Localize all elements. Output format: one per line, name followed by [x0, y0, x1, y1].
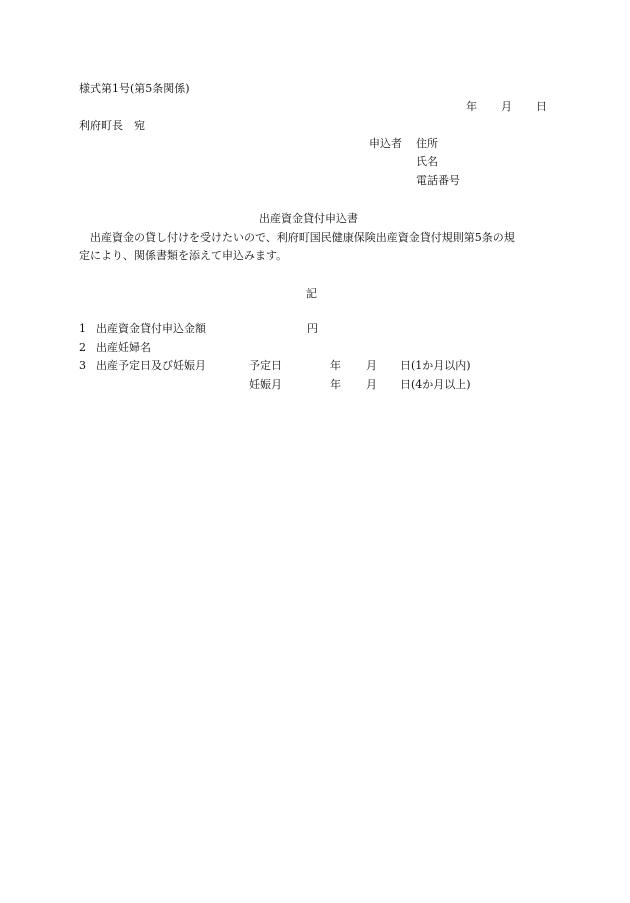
preg-day: 日(4か月以上): [400, 378, 471, 391]
body-line-2: 定により、関係書類を添えて申込みます。: [79, 249, 288, 262]
form-number: 様式第1号(第5条関係): [79, 82, 190, 95]
date-year: 年: [466, 100, 477, 113]
due-year: 年: [330, 359, 341, 372]
body-line-1: 出産資金の貸し付けを受けたいので、利府町国民健康保険出産資金貸付規則第5条の規: [79, 231, 515, 244]
item2-label: 出産妊婦名: [96, 341, 151, 354]
due-day: 日(1か月以内): [400, 359, 471, 372]
item1-number: 1: [79, 322, 86, 335]
applicant-label: 申込者: [369, 137, 402, 150]
preg-year: 年: [330, 378, 341, 391]
item2-number: 2: [79, 341, 86, 354]
date-day: 日: [536, 100, 547, 113]
date-month: 月: [501, 100, 512, 113]
preg-month: 月: [366, 378, 377, 391]
item1-label: 出産資金貸付申込金額: [96, 322, 206, 335]
name-label: 氏名: [416, 155, 438, 168]
due-month: 月: [366, 359, 377, 372]
ki-heading: 記: [306, 287, 317, 300]
item1-unit: 円: [307, 322, 318, 335]
item3-label: 出産予定日及び妊娠月: [96, 359, 206, 372]
document-title: 出産資金貸付申込書: [259, 212, 358, 225]
item3-number: 3: [79, 359, 86, 372]
address-label: 住所: [416, 137, 438, 150]
due-date-label: 予定日: [249, 359, 282, 372]
phone-label: 電話番号: [416, 174, 460, 187]
pregnancy-month-label: 妊娠月: [249, 378, 282, 391]
addressee: 利府町長 宛: [79, 119, 145, 132]
